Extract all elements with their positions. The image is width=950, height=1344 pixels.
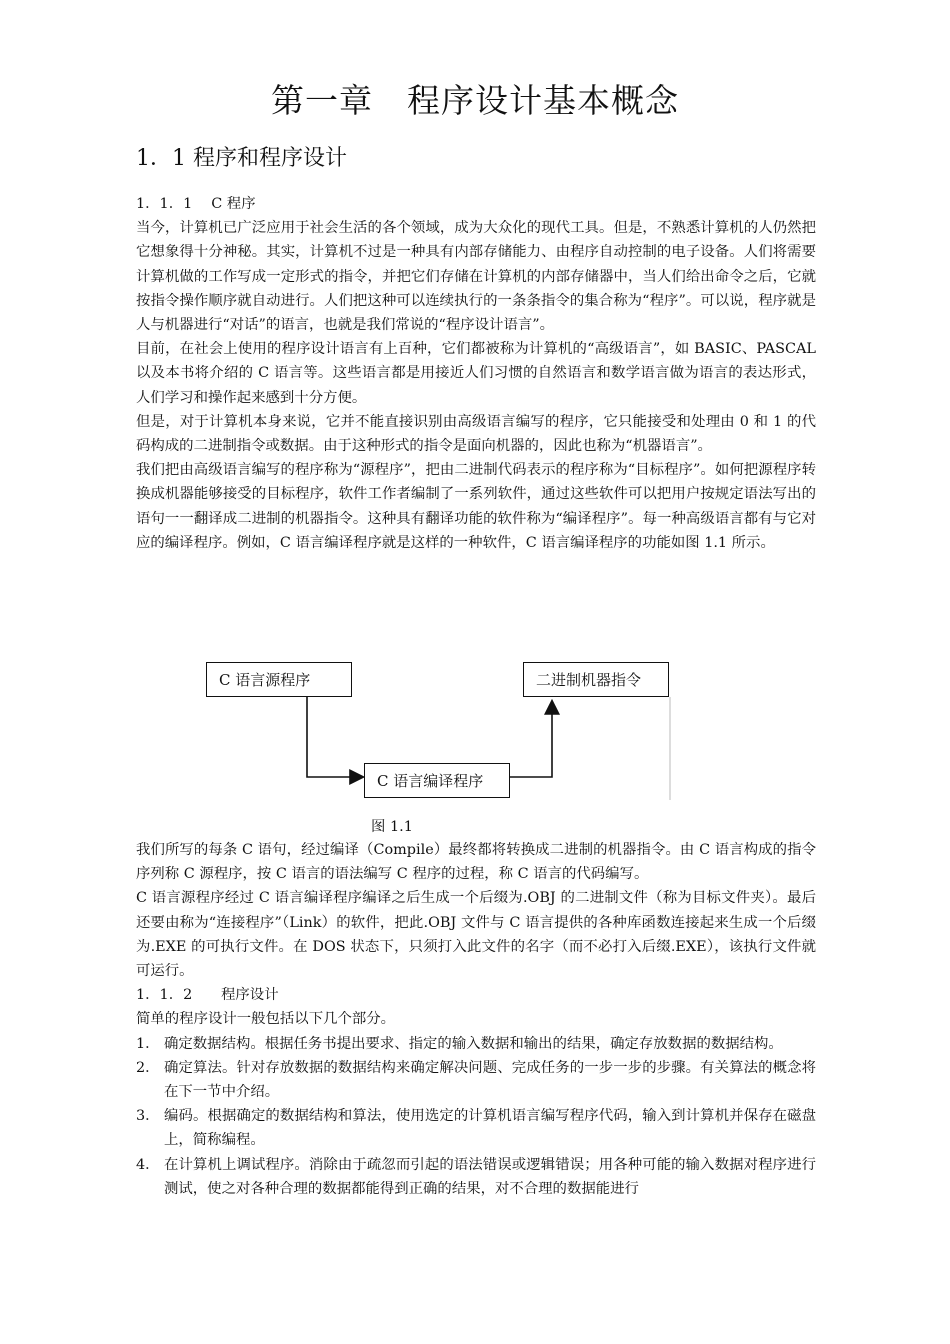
list-text: 编码。根据确定的数据结构和算法，使用选定的计算机语言编写程序代码，输入到计算机并保存在磁盘上，简称编程。: [164, 1108, 816, 1149]
paragraph: C 语言源程序经过 C 语言编译程序编译之后生成一个后缀为.OBJ 的二进制文件（称为目标文件夹）。最后还要由称为“连接程序”（Link）的软件，把此.OBJ 文件与 C 语言提供的各种库函数连接起来生成一个后缀为.EXE 的可执行文件。在 DOS 状态下，只须打入此文件的名字（而不必打入后缀.EXE），该执行文件就可运行。: [136, 890, 816, 980]
paragraph: 目前，在社会上使用的程序设计语言有上百种，它们都被称为计算机的“高级语言”，如 BASIC、PASCAL 以及本书将介绍的 C 语言等。这些语言都是用接近人们习惯的自然语言和数学语言做为语言的表达形式，人们学习和操作起来感到十分方便。: [136, 341, 816, 406]
binary-instruction-box: 二进制机器指令: [523, 662, 669, 697]
paragraph: 我们把由高级语言编写的程序称为“源程序”，把由二进制代码表示的程序称为“目标程序”。如何把源程序转换成机器能够接受的目标程序，软件工作者编制了一系列软件，通过这些软件可以把用户按规定语法写出的语句一一翻译成二进制的机器指令。这种具有翻译功能的软件称为“编译程序”。每一种高级语言都有与它对应的编译程序。例如，C 语言编译程序就是这样的一种软件，C 语言编译程序的功能如图 1.1 所示。: [136, 462, 816, 551]
list-text: 确定数据结构。根据任务书提出要求、指定的输入数据和输出的结果，确定存放数据的数据结构。: [164, 1035, 783, 1052]
figure-caption: 图 1.1: [371, 819, 413, 835]
figure-connectors: [0, 650, 950, 840]
subsection-heading: 1．1．2 程序设计: [136, 987, 279, 1004]
paragraph: 我们所写的每条 C 语句，经过编译（Compile）最终都将转换成二进制的机器指令。由 C 语言构成的指令序列称 C 源程序，按 C 语言的语法编写 C 程序的过程，称 C 语言的代码编写。: [136, 842, 816, 883]
compile-flow-figure: [0, 650, 950, 840]
list-number: 2．: [136, 1059, 160, 1076]
list-text: 确定算法。针对存放数据的数据结构来确定解决问题、完成任务的一步一步的步骤。有关算法的概念将在下一节中介绍。: [164, 1059, 816, 1101]
subsection-heading: 1．1．1 C 程序: [136, 196, 256, 212]
section-body-top: [136, 192, 816, 555]
list-text: 在计算机上调试程序。消除由于疏忽而引起的语法错误或逻辑错误；用各种可能的输入数据对程序进行测试，使之对各种合理的数据都能得到正确的结果，对不合理的数据能进行: [164, 1156, 816, 1197]
steps-list: [136, 1032, 816, 1201]
list-number: 1．: [136, 1035, 160, 1052]
list-item: [136, 1104, 816, 1152]
source-program-box: C 语言源程序: [206, 662, 352, 697]
list-number: 4．: [136, 1156, 160, 1173]
list-item: [136, 1032, 816, 1056]
flow-arrow-compiler-to-binary: [510, 702, 552, 777]
paragraph: 但是，对于计算机本身来说，它并不能直接识别由高级语言编写的程序，它只能接受和处理由 0 和 1 的代码构成的二进制指令或数据。由于这种形式的指令是面向机器的，因此也称为“机器语言”。: [136, 413, 816, 455]
section-title: 1．1 程序和程序设计: [136, 146, 347, 171]
section-body-bottom: [136, 838, 816, 1201]
list-number: 3．: [136, 1108, 160, 1125]
flow-arrow-source-to-compiler: [307, 697, 362, 777]
chapter-title: 第一章 程序设计基本概念: [271, 81, 679, 120]
list-item: [136, 1056, 816, 1104]
list-item: [136, 1153, 816, 1201]
paragraph: 当今，计算机已广泛应用于社会生活的各个领域，成为大众化的现代工具。但是，不熟悉计算机的人仍然把它想象得十分神秘。其实，计算机不过是一种具有内部存储能力、由程序自动控制的电子设备。人们将需要计算机做的工作写成一定形式的指令，并把它们存储在计算机的内部存储器中，当人们给出命令之后，它就按指令操作顺序就自动进行。人们把这种可以连续执行的一条条指令的集合称为“程序”。可以说，程序就是人与机器进行“对话”的语言，也就是我们常说的“程序设计语言”。: [136, 220, 816, 334]
compiler-box: C 语言编译程序: [364, 763, 510, 798]
paragraph: 简单的程序设计一般包括以下几个部分。: [136, 1011, 396, 1028]
